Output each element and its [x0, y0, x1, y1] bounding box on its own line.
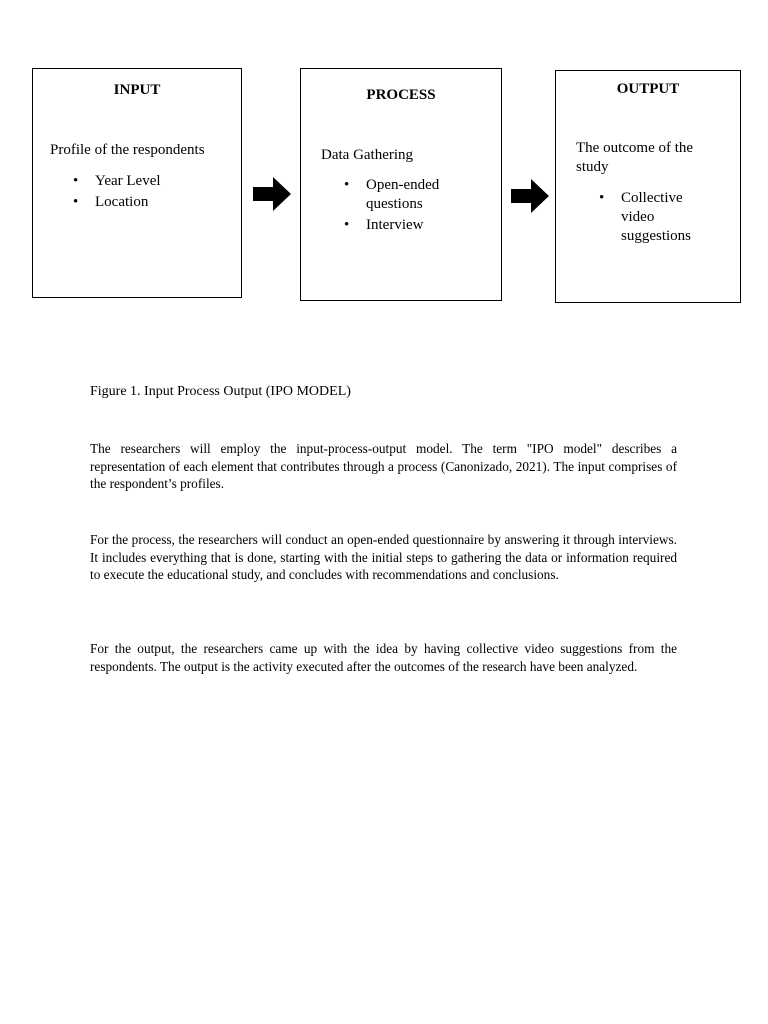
paragraph-ipo-model: The researchers will employ the input-process-output model. The term "IPO model" describes a representation of each element that contributes through a process (Canonizado, 2021). The input comprises of the respondent’s profiles. — [90, 441, 677, 491]
bullet-icon: • — [599, 190, 605, 206]
output-list — [599, 189, 691, 248]
list-item: • Interview — [344, 217, 424, 233]
process-box — [300, 68, 502, 301]
bullet-icon: • — [73, 194, 79, 210]
input-lead: Profile of the respondents — [50, 142, 205, 158]
bullet-icon: • — [344, 177, 350, 193]
process-list — [344, 176, 479, 237]
output-box — [555, 70, 741, 303]
input-title: INPUT — [113, 82, 161, 98]
process-lead: Data Gathering — [321, 147, 414, 163]
list-item: • Open-ended questions — [344, 177, 440, 212]
figure-caption: Figure 1. Input Process Output (IPO MODEL) — [90, 384, 351, 399]
input-list — [73, 172, 233, 214]
paragraph-output: For the output, the researchers came up with the idea by having collective video suggestions from the respondents. The output is the activity executed after the outcomes of the research have been analyzed. — [90, 641, 677, 674]
list-item: • Year Level — [73, 173, 161, 189]
list-item: • Collective video suggestions — [599, 190, 692, 244]
process-title: PROCESS — [366, 87, 436, 103]
input-box — [32, 68, 242, 298]
output-lead: The outcome of the study — [576, 140, 694, 175]
right-arrow-icon — [511, 179, 549, 213]
paragraph-process: For the process, the researchers will conduct an open-ended questionnaire by answering it through interviews. It includes everything that is done, starting with the initial steps to gathering the data or information required to execute the educational study, and concludes with recommendations and conclusions. — [90, 532, 677, 582]
list-item: • Location — [73, 194, 149, 210]
bullet-icon: • — [344, 217, 350, 233]
output-title: OUTPUT — [616, 81, 680, 97]
bullet-icon: • — [73, 173, 79, 189]
right-arrow-icon — [253, 177, 291, 211]
